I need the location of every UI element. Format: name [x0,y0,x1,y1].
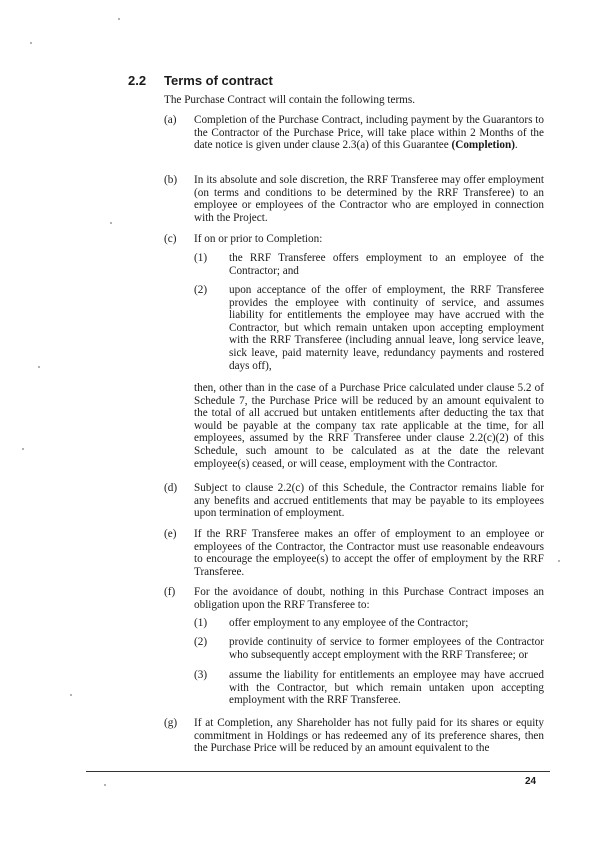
clause-f1-text: offer employment to any employee of the Contractor; [229,617,469,629]
footer-rule [86,771,550,772]
clause-c-text: If on or prior to Completion: [194,233,323,245]
section-number: 2.2 [128,73,147,88]
clause-c2-text: upon acceptance of the offer of employment, the RRF Transferee provides the employee with continuity of service, and assumes liability for entitlements the employee may have accrued with the Contractor, but which remain untaken upon accepting employment with the RRF Transferee (including annual leave, long service leave, sick leave, paid maternity leave, redundancy payments and rostered days off), [229,284,544,372]
scan-speck [110,222,112,224]
clause-c-label: (c) [164,233,177,245]
clause-b-text: In its absolute and sole discretion, the RRF Transferee may offer employment (on terms and conditions to be determined by the RRF Transferee) to an employee or employees of the Contractor who are employed in connection with the Project. [194,174,544,224]
clause-d-text: Subject to clause 2.2(c) of this Schedule, the Contractor remains liable for any benefits and accrued entitlements that may be payable to its employees upon termination of employment. [194,482,544,520]
clause-g-text: If at Completion, any Shareholder has not fully paid for its shares or equity commitment in Holdings or has redeemed any of its preference shares, then the Purchase Price will be reduced by an amount equivalent to the [194,717,544,755]
clause-e-text: If the RRF Transferee makes an offer of employment to an employee or employees of the Contractor, the Contractor must use reasonable endeavours to encourage the employee(s) to accept the offer of employment by the RRF Transferee. [194,528,544,578]
clause-a-text [194,114,544,152]
clause-d-label: (d) [164,482,178,494]
clause-f2-text: provide continuity of service to former employees of the Contractor who subsequently accept employment with the RRF Transferee; or [229,636,544,661]
clause-c1-text: the RRF Transferee offers employment to an employee of the Contractor; and [229,252,544,277]
scan-speck [118,18,120,20]
clause-f-text: For the avoidance of doubt, nothing in this Purchase Contract imposes an obligation upon the RRF Transferee to: [194,586,544,611]
clause-f3-text: assume the liability for entitlements an employee may have accrued with the Contractor, but which remain untaken upon accepting employment with the RRF Transferee. [229,669,544,707]
clause-f2-label: (2) [194,636,208,648]
section-title: Terms of contract [164,73,273,88]
scan-speck [22,448,24,450]
intro-paragraph: The Purchase Contract will contain the following terms. [164,94,416,106]
clause-f-label: (f) [164,586,176,598]
clause-c2-label: (2) [194,284,208,296]
scan-speck [30,42,32,44]
clause-e-label: (e) [164,528,177,540]
clause-f1-label: (1) [194,617,208,629]
clause-c-tail-text: then, other than in the case of a Purchase Price calculated under clause 5.2 of Schedule 7, the Purchase Price will be reduced by an amount equivalent to the total of all accrued but untaken entitlements after deducting the tax that would be payable at the company tax rate applicable at the time, for all employees, assumed by the RRF Transferee under clause 2.2(c)(2) of this Schedule, such amount to be calculated as at the date the relevant employee(s) ceased, or will cease, employment with the Contractor. [194,382,544,470]
clause-c1-label: (1) [194,252,208,264]
scan-speck [38,366,40,368]
clause-f3-label: (3) [194,669,208,681]
clause-g-label: (g) [164,717,178,729]
scan-speck [558,560,560,562]
clause-a-defined-term: (Completion) [451,139,515,152]
clause-a-label: (a) [164,114,177,126]
clause-a-body: Completion of the Purchase Contract, including payment by the Guarantors to the Contractor of the Purchase Price, will take place within 2 Months of the date notice is given under clause 2.3(a) of this Guarantee [194,114,544,152]
clause-a-end: . [514,139,518,152]
page-number: 24 [525,776,537,787]
clause-b-label: (b) [164,174,178,186]
scan-speck [70,694,72,696]
section-heading [0,70,612,90]
scan-speck [104,784,106,786]
